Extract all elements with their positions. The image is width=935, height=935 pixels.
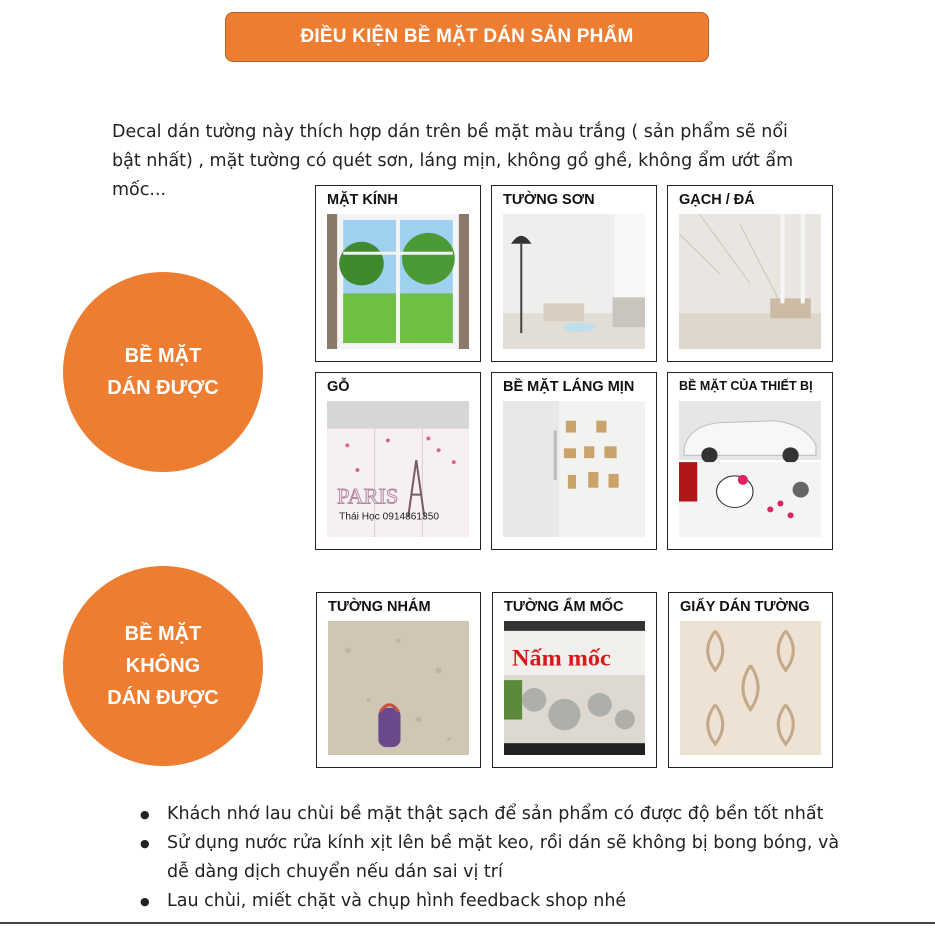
suitable-label-line2: DÁN ĐƯỢC bbox=[107, 377, 219, 399]
card-caption: TƯỜNG SƠN bbox=[503, 192, 595, 208]
card-glass bbox=[315, 185, 481, 362]
page-title-banner bbox=[225, 12, 709, 62]
card-wood bbox=[315, 372, 481, 550]
wood-cabinet-photo bbox=[327, 401, 469, 537]
card-caption: TƯỜNG NHÁM bbox=[328, 599, 431, 615]
tile-stone-photo bbox=[679, 214, 821, 349]
unsuitable-label-line1: BỀ MẶT bbox=[124, 623, 202, 645]
intro-paragraph: Decal dán tường này thích hợp dán trên bề mặt màu trắng ( sản phẩm sẽ nổi bật nhất) , mặt tường có quét sơn, láng mịn, không gồ ghề, không ẩm ướt ẩm mốc... bbox=[112, 122, 794, 200]
watermark-text: Thái Học 0914861350 bbox=[339, 511, 439, 523]
tip-item: ● Sử dụng nước rửa kính xịt lên bề mặt keo, rồi dán sẽ không bị bong bóng, và dễ dàng dịch chuyển nếu dán sai vị trí bbox=[140, 829, 840, 887]
tip-item: ● Khách nhớ lau chùi bề mặt thật sạch để sản phẩm có được độ bền tốt nhất bbox=[140, 800, 840, 829]
page-title: ĐIỀU KIỆN BỀ MẶT DÁN SẢN PHẨM bbox=[300, 26, 634, 47]
card-rough-wall bbox=[316, 592, 481, 768]
card-damp-wall bbox=[492, 592, 657, 768]
suitable-surfaces-badge bbox=[63, 272, 263, 472]
painted-wall-photo bbox=[503, 214, 645, 349]
card-tile-stone bbox=[667, 185, 833, 362]
card-device-surface bbox=[667, 372, 833, 550]
glass-window-photo bbox=[327, 214, 469, 349]
unsuitable-label-line2: KHÔNG bbox=[125, 655, 201, 677]
bottom-divider bbox=[0, 922, 935, 924]
suitable-label-line1: BỀ MẶT bbox=[124, 345, 202, 367]
card-caption: MẶT KÍNH bbox=[327, 192, 398, 208]
car-decal-photo bbox=[679, 401, 821, 537]
tip-item: ● Lau chùi, miết chặt và chụp hình feedback shop nhé bbox=[140, 887, 840, 916]
paris-decal-text: PARIS bbox=[337, 483, 399, 509]
rough-wall-photo bbox=[328, 621, 469, 755]
unsuitable-surfaces-badge bbox=[63, 566, 263, 766]
damask-wallpaper-photo bbox=[680, 621, 821, 755]
card-smooth-surface bbox=[491, 372, 657, 550]
moldy-wall-photo bbox=[504, 621, 645, 755]
card-caption: BỀ MẶT LÁNG MỊN bbox=[503, 379, 635, 395]
card-painted-wall bbox=[491, 185, 657, 362]
unsuitable-label-line3: DÁN ĐƯỢC bbox=[107, 687, 219, 709]
card-wallpaper bbox=[668, 592, 833, 768]
mold-overlay-text: Nấm mốc bbox=[512, 645, 611, 672]
fridge-decal-photo bbox=[503, 401, 645, 537]
card-caption: GIẤY DÁN TƯỜNG bbox=[680, 599, 810, 615]
tips-list bbox=[140, 800, 840, 916]
card-caption: BỀ MẶT CỦA THIẾT BỊ bbox=[679, 379, 813, 393]
card-caption: GẠCH / ĐÁ bbox=[679, 192, 755, 208]
card-caption: GỖ bbox=[327, 379, 350, 395]
card-caption: TƯỜNG ẨM MỐC bbox=[504, 599, 624, 615]
